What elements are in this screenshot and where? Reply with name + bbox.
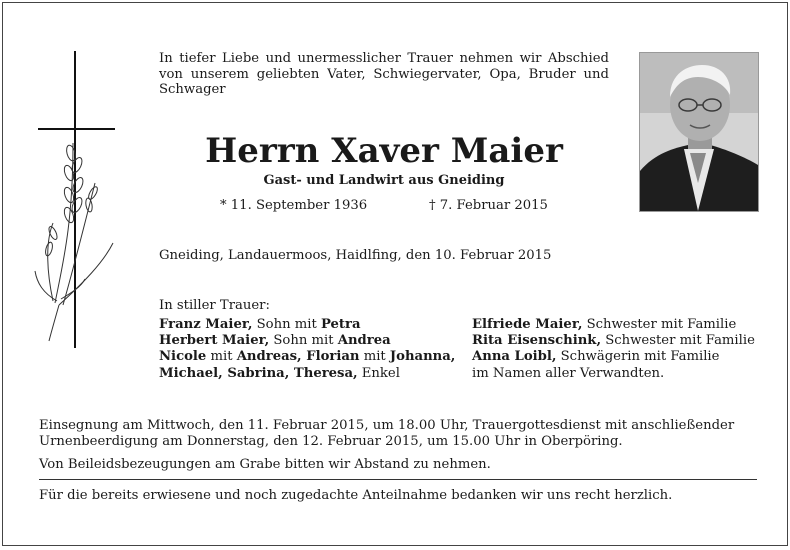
- death-date: † 7. Februar 2015: [429, 198, 548, 213]
- divider-line: [39, 479, 757, 480]
- mourners-left-column: [159, 317, 455, 382]
- funeral-details: Einsegnung am Mittwoch, den 11. Februar 2015, um 18.00 Uhr, Trauergottesdienst mit anschließender Urnenbeerdigung am Donnerstag, den 12. Februar 2015, um 15.00 Uhr in Oberpöring.: [39, 418, 735, 449]
- mourner-line: Franz Maier, Sohn mit Petra: [159, 317, 361, 332]
- profession: Gast- und Landwirt aus Gneiding: [263, 173, 505, 188]
- mourners-right-column: [472, 317, 755, 382]
- mourner-line: im Namen aller Verwandten.: [472, 365, 665, 381]
- mourner-line: Anna Loibl, Schwägerin mit Familie: [472, 349, 720, 365]
- deceased-name: Herrn Xaver Maier: [205, 131, 563, 171]
- thanks-text: Für die bereits erwiesene und noch zugedachte Anteilnahme bedanken wir uns recht herzlich.: [39, 488, 673, 503]
- mourner-line: Michael, Sabrina, Theresa, Enkel: [159, 365, 400, 381]
- intro-text: In tiefer Liebe und unermesslicher Trauer nehmen wir Abschied von unserem geliebten Vater, Schwiegervater, Opa, Bruder und Schwager: [159, 51, 609, 98]
- cross-with-wheat-icon: [23, 43, 133, 363]
- birth-date: * 11. September 1936: [220, 198, 368, 213]
- mourner-line: Nicole mit Andreas, Florian mit Johanna,: [159, 349, 456, 365]
- mourners-heading: In stiller Trauer:: [159, 298, 270, 313]
- obituary-notice: [2, 2, 788, 546]
- portrait-photo: [639, 52, 759, 212]
- mourner-line: Rita Eisenschink, Schwester mit Familie: [472, 333, 755, 349]
- mourner-line: Herbert Maier, Sohn mit Andrea: [159, 333, 391, 349]
- portrait-image: [640, 53, 758, 211]
- place-and-date: Gneiding, Landauermoos, Haidlfing, den 10. Februar 2015: [159, 248, 552, 263]
- mourner-line: Elfriede Maier, Schwester mit Familie: [472, 317, 737, 332]
- condolence-notice: Von Beileidsbezeugungen am Grabe bitten wir Abstand zu nehmen.: [39, 457, 491, 472]
